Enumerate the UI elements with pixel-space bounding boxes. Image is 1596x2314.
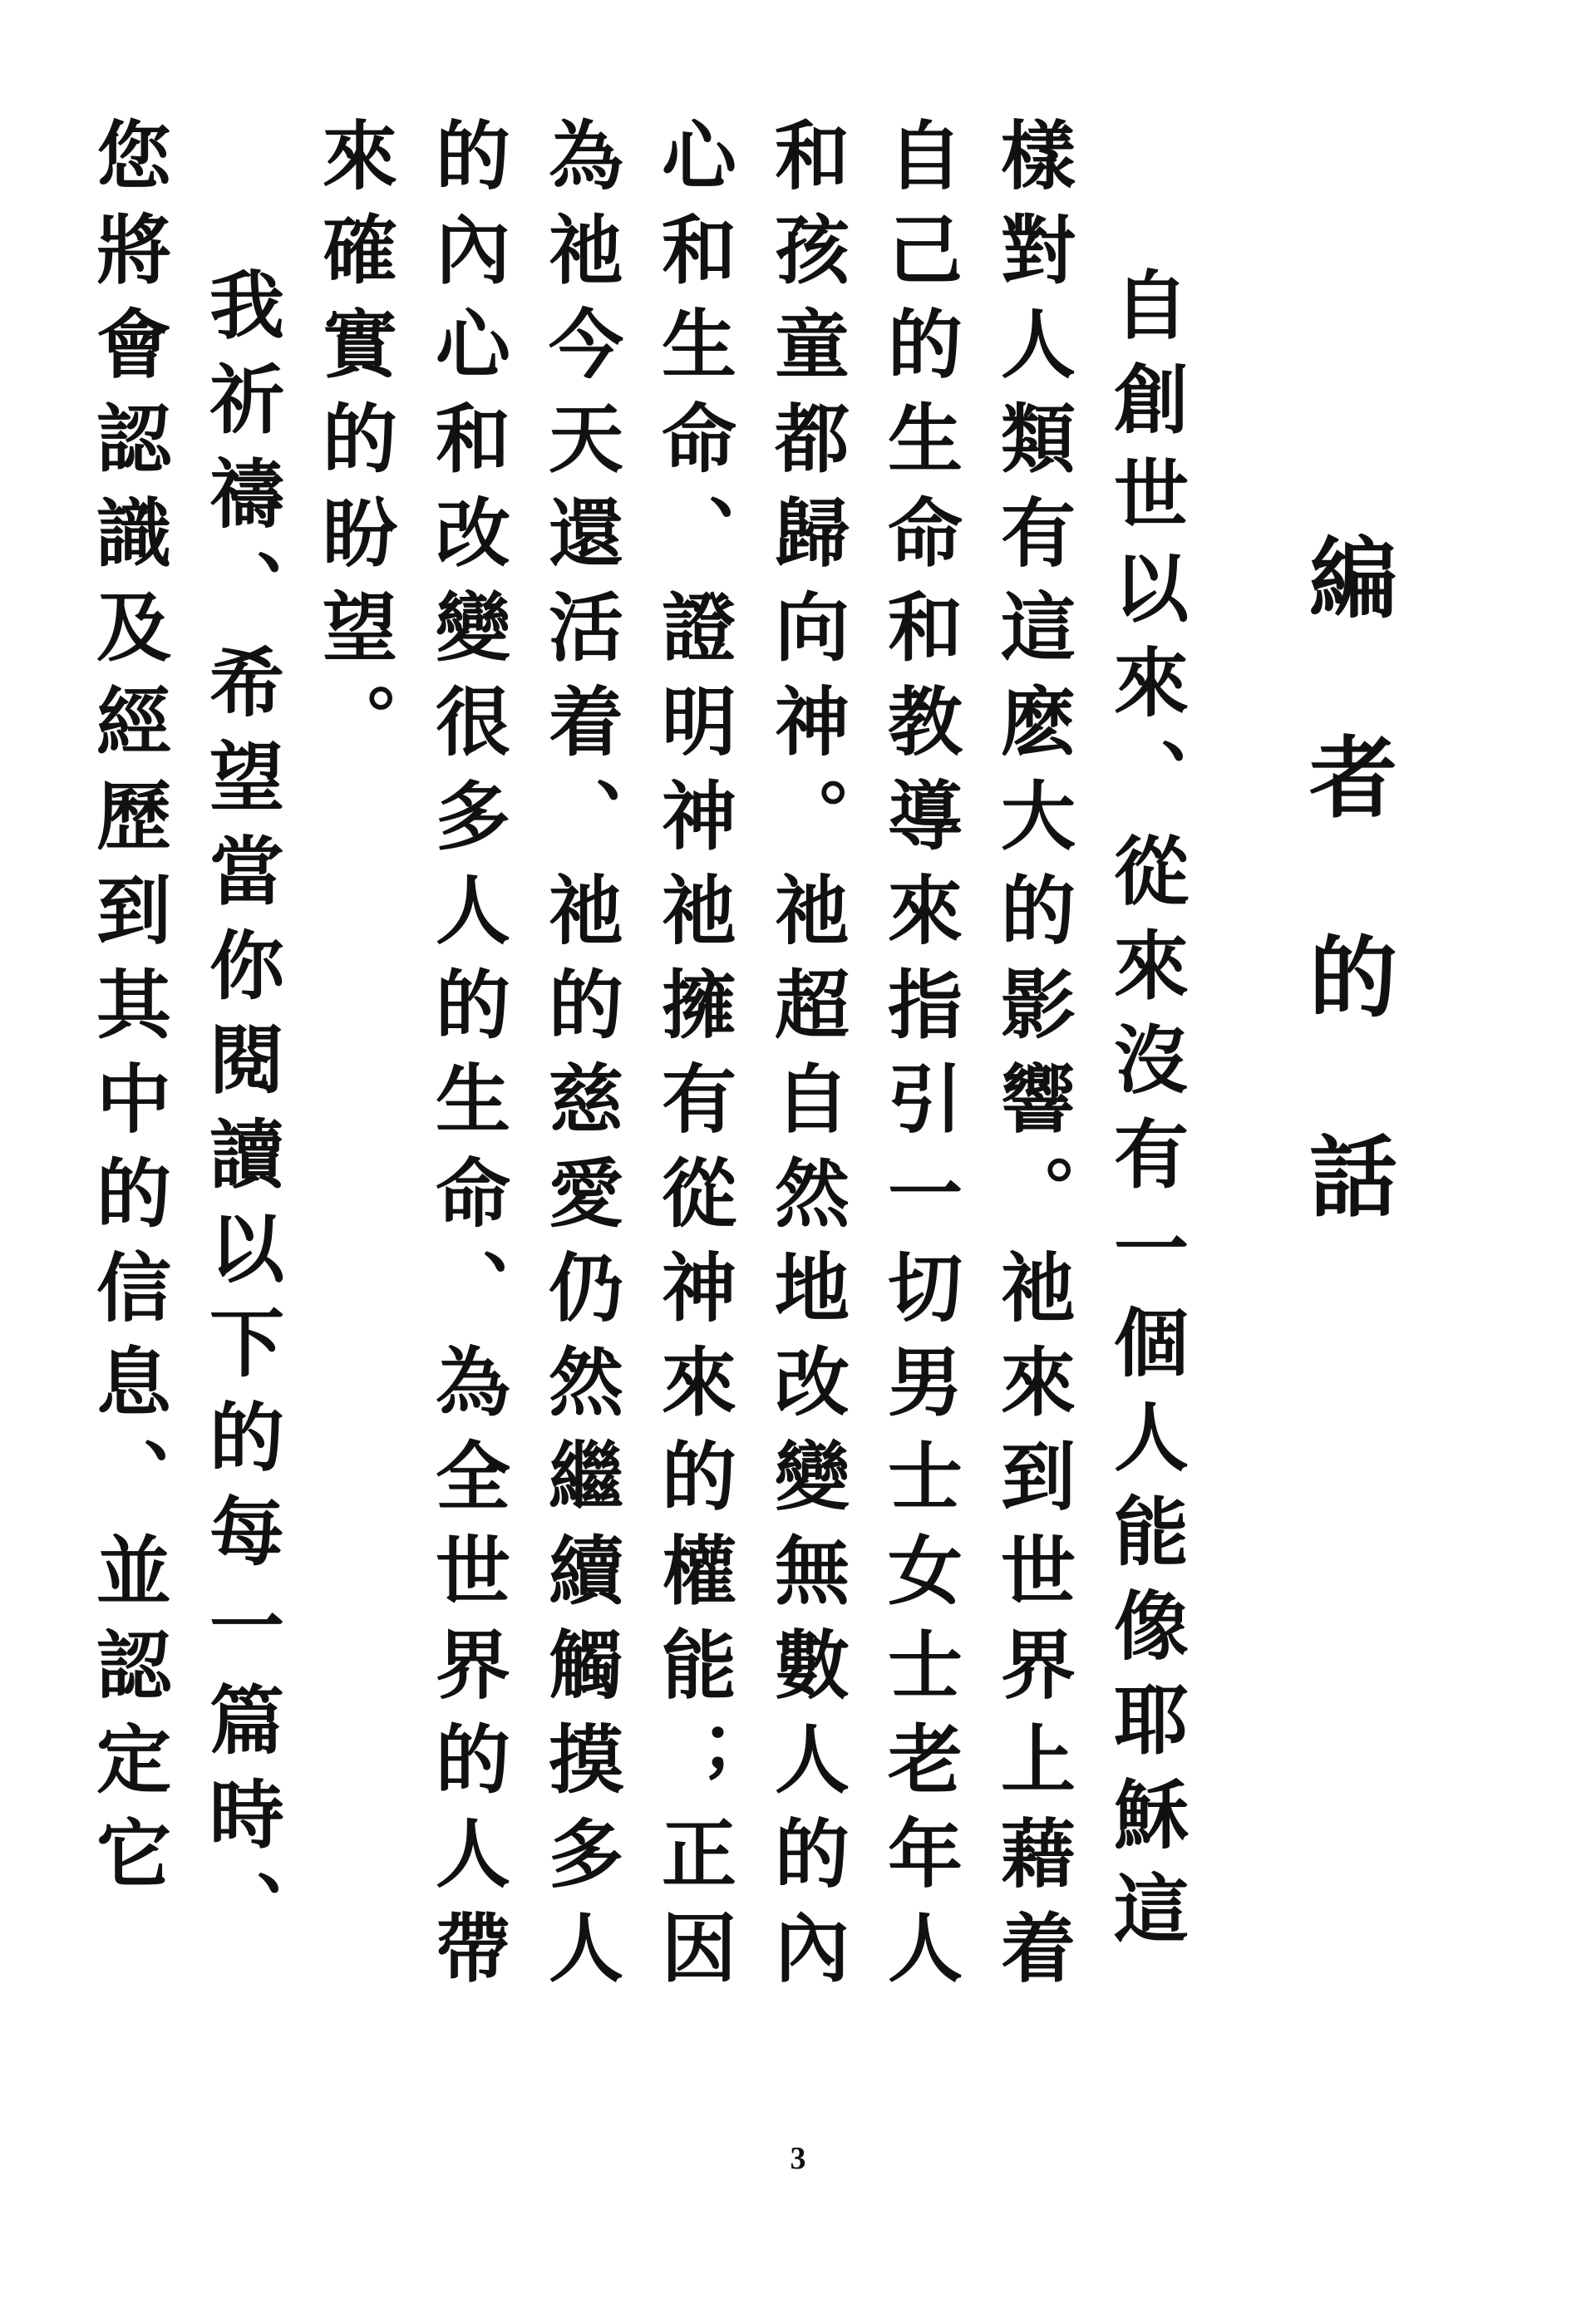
page-title: 編者的話 <box>1295 532 1399 1330</box>
paragraph-2: 我祈禱、希望當你閱讀以下的每一篇時、您將會認識及經歷到其中的信息、並認定它 <box>83 116 284 1964</box>
page-number: 3 <box>790 2141 806 2176</box>
paragraph-1: 自創世以來、從來沒有一個人能像耶穌這樣對人類有這麽大的影響。祂來到世界上藉着自己的生命和教導來指引一切男士女士老年人和孩童都歸向神。祂超自然地改變無數人的內心和生命、證明神祂擁有從神來的權能；正因為祂今天還活着、祂的慈愛仍然繼續觸摸多人的內心和改變很多人的生命、為全世界的人帶來確實的盼望。 <box>309 116 1189 2003</box>
body-text <box>83 116 1201 2003</box>
